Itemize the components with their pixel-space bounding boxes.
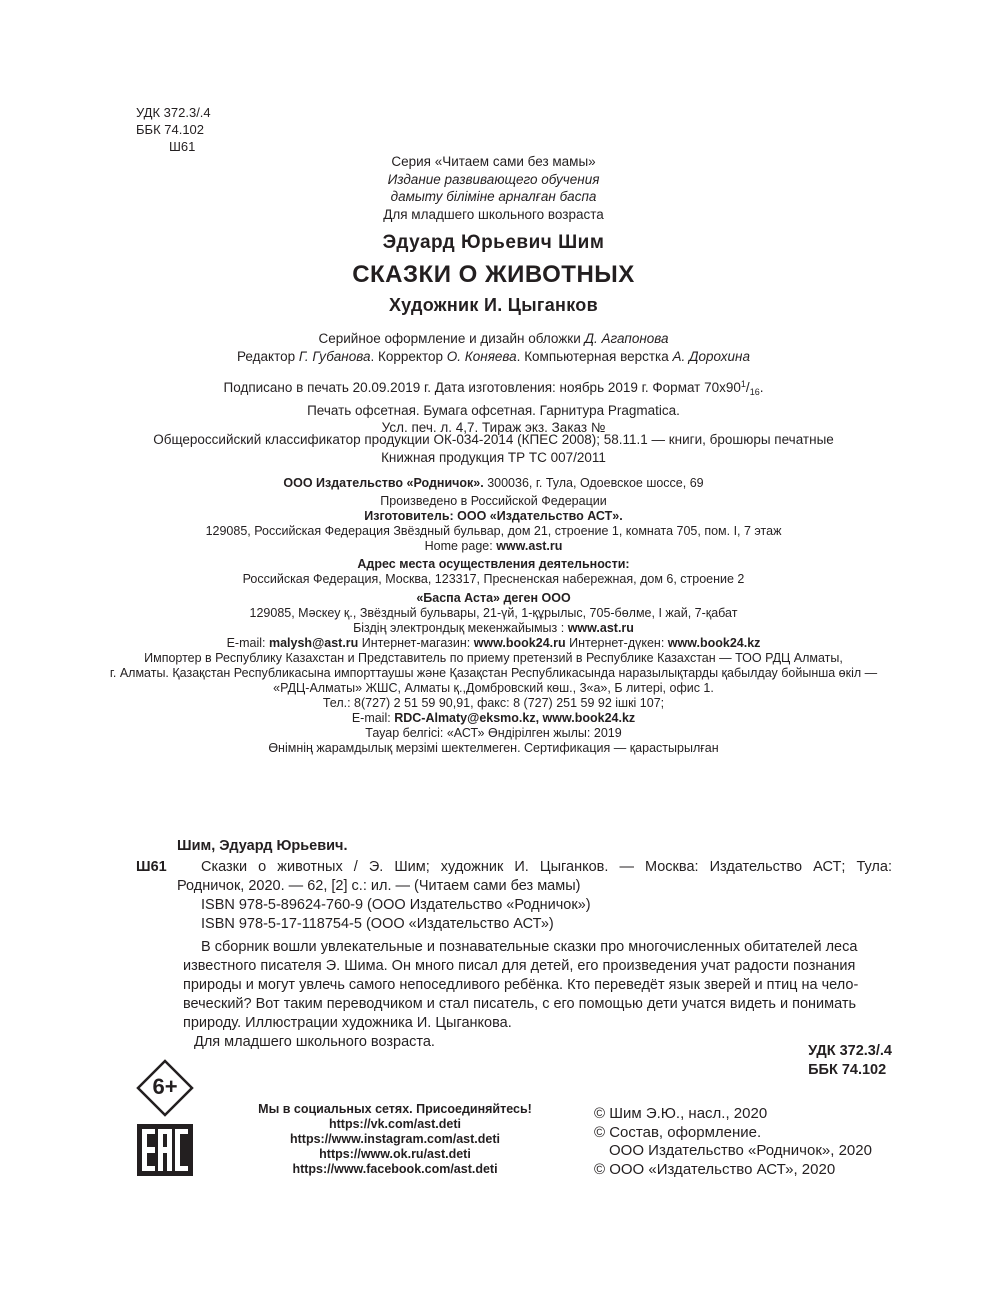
credits-staff: Редактор Г. Губанова. Корректор О. Коняева. Компьютерная верстка А. Дорохина <box>237 348 750 364</box>
trademark: Тауар белгісі: «АСТ» Өндірілген жылы: 2019 <box>365 726 622 740</box>
publisher-rodnichok: ООО Издательство «Родничок». 300036, г. Тула, Одоевское шоссе, 69 <box>283 476 704 490</box>
book-illustrator: Художник И. Цыганков <box>389 295 598 315</box>
series-age: Для младшего школьного возраста <box>383 206 604 222</box>
bbk-code: ББК 74.102 <box>136 122 205 137</box>
abstract-age: Для младшего школьного возраста. <box>194 1034 435 1050</box>
kz-shop-link[interactable]: www.book24.kz <box>667 636 761 650</box>
abstract-line-5: природу. Иллюстрации художника И. Цыганкова. <box>183 1015 512 1031</box>
biblio-author: Шим, Эдуард Юрьевич. <box>177 838 348 854</box>
social-title: Мы в социальных сетях. Присоединяйтесь! <box>258 1102 532 1116</box>
credits-design: Серийное оформление и дизайн обложки Д. Агапонова <box>318 331 669 346</box>
shop-link[interactable]: www.book24.ru <box>473 636 566 650</box>
print-signed: Подписано в печать 20.09.2019 г. Дата изготовления: ноябрь 2019 г. Формат $70х90^1/_{16}$. <box>223 379 764 397</box>
contacts-line: E-mail: malysh@ast.ru Интернет-магазин: www.book24.ru Интернет-дүкен: www.book24.kz <box>226 636 761 650</box>
age-rating-badge <box>135 1058 195 1118</box>
social-ok-link[interactable]: https://www.ok.ru/ast.deti <box>319 1147 471 1161</box>
biblio-mark: Ш61 <box>136 859 167 875</box>
author-mark: Ш61 <box>169 139 196 154</box>
series-name: Серия «Читаем сами без мамы» <box>391 154 596 169</box>
abstract-line-2: известного писателя Э. Шима. Он много писал для детей, его произведения учат радости познания <box>183 958 856 974</box>
kz-address: 129085, Мәскеу қ., Звёздный бульвары, 21-үй, 1-құрылыс, 705-бөлме, I жай, 7-қабат <box>249 606 738 620</box>
isbn-1: ISBN 978-5-89624-760-9 (ООО Издательство «Родничок») <box>201 897 591 913</box>
bottom-classification-codes <box>808 1042 892 1079</box>
copyright-2: © Состав, оформление. <box>594 1123 762 1141</box>
book-title: СКАЗКИ О ЖИВОТНЫХ <box>352 261 635 288</box>
eac-icon <box>137 1124 193 1176</box>
copyright-block <box>594 1105 872 1179</box>
importer-line-2: г. Алматы. Қазақстан Республикасына импорттаушы және Қазақстан Республикасында наразылықтарды қабылдау бойынша өкіл — <box>109 666 878 680</box>
kz-email-line: Біздің электрондық мекенжайымыз : www.ast.ru <box>353 621 634 635</box>
activity-address: Российская Федерация, Москва, 123317, Пресненская набережная, дом 6, строение 2 <box>242 572 745 586</box>
copyright-1: © Шим Э.Ю., насл., 2020 <box>594 1105 768 1122</box>
copyright-4: © ООО «Издательство АСТ», 2020 <box>594 1160 836 1178</box>
series-edition-kz: дамыту біліміне арналған баспа <box>390 189 597 204</box>
series-edition-ru: Издание развивающего обучения <box>387 171 600 187</box>
social-block <box>236 1102 554 1177</box>
abstract-line-4: веческий? Вот таким переводчиком и стал писатель, с его помощью дети учатся видеть и понимать <box>183 996 857 1012</box>
email-link[interactable]: malysh@ast.ru <box>268 636 359 650</box>
kz-email2-line: E-mail: RDC-Almaty@eksmo.kz, www.book24.kz <box>351 711 636 725</box>
udk-code: УДК 372.3/.4 <box>136 105 211 120</box>
abstract-line-1: В сборник вошли увлекательные и познавательные сказки про многочисленных обитателей леса <box>201 939 858 955</box>
print-volume: Усл. печ. л. 4,7. Тираж экз. Заказ № <box>381 420 606 435</box>
social-vk-link[interactable]: https://vk.com/ast.deti <box>329 1117 461 1131</box>
biblio-desc-1: Сказки о животных / Э. Шим; художник И. Цыганков. — Москва: Издательство АСТ; Тула: <box>201 859 892 875</box>
homepage-link[interactable]: www.ast.ru <box>496 539 563 553</box>
eac-mark <box>137 1124 193 1176</box>
importer-line-3: «РДЦ-Алматы» ЖШС, Алматы қ.,Домбровский көш., 3«а», Б литері, офис 1. <box>273 681 714 695</box>
abstract <box>177 938 892 1052</box>
importer-line-1: Импортер в Республику Казахстан и Представитель по приему претензий в Республике Казахстан — ТОО РДЦ Алматы, <box>144 651 843 665</box>
age-rating-text: 6+ <box>152 1074 178 1099</box>
bottom-bbk: ББК 74.102 <box>808 1061 887 1078</box>
biblio-record <box>177 858 892 934</box>
phones: Тел.: 8(727) 2 51 59 90,91, факс: 8 (727) 251 59 92 ішкі 107; <box>322 696 665 710</box>
credits-block <box>0 330 987 365</box>
activity-header: Адрес места осуществления деятельности: <box>357 557 630 571</box>
classifier: Общероссийский классификатор продукции ОК-034-2014 (КПЕС 2008); 58.11.1 — книги, брошюры печатные <box>153 432 834 447</box>
isbn-2: ISBN 978-5-17-118754-5 (ООО «Издательство АСТ») <box>201 916 554 932</box>
copyright-3: ООО Издательство «Родничок», 2020 <box>609 1142 872 1159</box>
classifier-block <box>0 431 987 466</box>
homepage-line: Home page: www.ast.ru <box>424 539 563 553</box>
series-block <box>0 153 987 223</box>
biblio-desc-2: Родничок, 2020. — 62, [2] с.: ил. — (Читаем сами без мамы) <box>177 878 581 894</box>
print-info <box>0 376 987 437</box>
print-type: Печать офсетная. Бумага офсетная. Гарнитура Pragmatica. <box>307 402 680 418</box>
manufacturer-address: 129085, Российская Федерация Звёздный бульвар, дом 21, строение 1, комната 705, пом. I, 7 этаж <box>205 524 782 538</box>
abstract-line-3: природы и могут увлечь самого непоседливого ребёнка. Кто переведёт язык зверей и птиц на чело- <box>183 977 859 993</box>
social-facebook-link[interactable]: https://www.facebook.com/ast.deti <box>292 1162 498 1176</box>
social-instagram-link[interactable]: https://www.instagram.com/ast.deti <box>290 1132 500 1146</box>
publisher-info <box>0 476 987 756</box>
manufacturer: Изготовитель: ООО «Издательство АСТ». <box>364 509 623 523</box>
produced-in: Произведено в Российской Федерации <box>380 494 607 508</box>
validity: Өнімнің жарамдылық мерзімі шектелмеген. Сертификация — қарастырылған <box>268 741 719 755</box>
bottom-udk: УДК 372.3/.4 <box>808 1043 892 1059</box>
product-standard: Книжная продукция ТР ТС 007/2011 <box>381 449 606 465</box>
classification-codes <box>136 104 211 155</box>
book-author: Эдуард Юрьевич Шим <box>382 232 605 253</box>
kz-publisher-name: «Баспа Аста» деген ООО <box>416 591 571 605</box>
